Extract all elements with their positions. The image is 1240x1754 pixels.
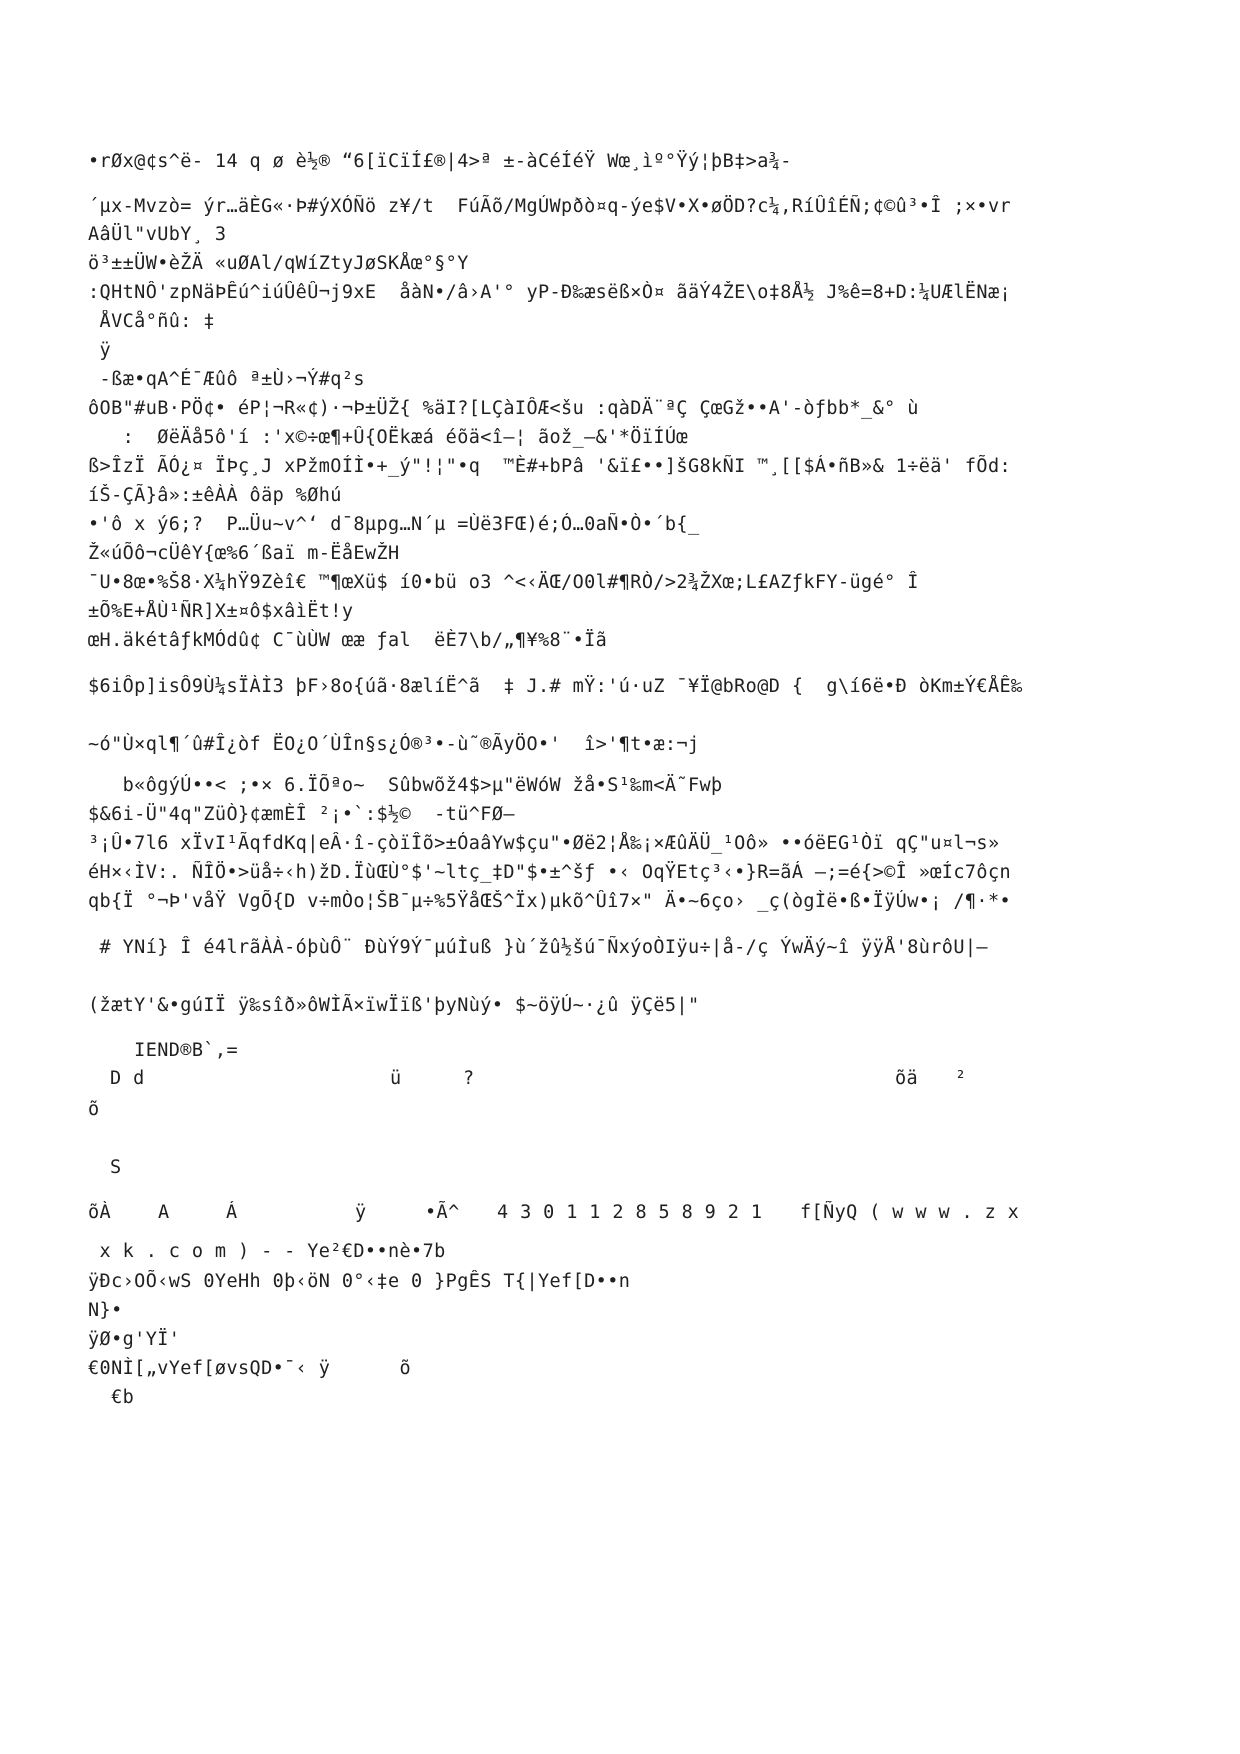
text-line-33: €b xyxy=(88,1387,135,1408)
text-line-15: ¯U•8œ•%Š8·X¼hŸ9Zèî€ ™¶œXü$ í0•bü o3 ^<‹ÄŒ/O0l#¶RÒ/>2¾ŽXœ;L£AZƒkFY-ügé° Î xyxy=(88,572,919,593)
text-line-23: éH×‹ÌV:. ÑÎÖ•>üå÷‹h)žD.ÏùŒÙ°$'~ltç_‡D"$•±^šƒ •‹ OqŸEtç³‹•}R=ãÁ —;=é{>©Î »œÍc7ôçn xyxy=(88,862,1012,883)
text-line-3: AâÜl"vUbY¸ 3 xyxy=(88,224,227,245)
text-line-17: œH.äkétâƒkMÓdû¢ C¯ùÙW œæ ƒal ëÈ7\b/„¶¥%8¨•Ïã xyxy=(88,630,608,651)
text-line-4: ö³±±ÜW•èŽÄ «uØAl/qWíZtyJøSKÅœ°§°Y xyxy=(88,253,469,274)
text-line-22: ³¡Û•7l6 xÏvI¹ÃqfdKq|eÂ·î-çòïÎõ>±ÓaâYw$çu"•Øë2¦Å‰¡×ÆûÄÜ_¹Oô» ••óëEG¹Òï qÇ"u¤l¬s» xyxy=(88,833,1000,854)
text-line-12: íŠ-ÇÃ}â»:±êÀÀ ôäp %Øhú xyxy=(88,485,342,506)
text-line-21: $&6i-Ü"4q"ZüÒ}¢æmÈÎ ²¡•`:$½© -tü^FØ— xyxy=(88,804,515,825)
text-line-24: qb{Ï °¬Þ'våŸ VgÕ{D v÷mÒo¦ŠB¯µ÷%5ŸåŒŠ^Ïx)µkõ^Ûî7×" Ä•~6ço› _ç(ògÌë•ß•ÏÿÚw•¡ /¶·*• xyxy=(88,891,1012,912)
text-line-5: :QHtNÔ'zpNäÞÊú^iúÛêÛ¬j9xE åàN•/â›A'° yP-Ð‰æsëß×Ò¤ ãäÝ4ŽE\o‡8Å½ J%ê=8+D:¼UÆlËNæ¡ xyxy=(88,282,1012,303)
fragment-sup2: ² xyxy=(955,1068,967,1089)
fragment-oa: õä xyxy=(895,1068,919,1089)
fragment-bullet: •Ã^ xyxy=(425,1202,460,1223)
text-line-7: ÿ xyxy=(88,340,112,361)
text-line-31: ÿØ•g'YÏ' xyxy=(88,1329,181,1350)
text-line-29: ÿÐc›OÕ‹wS 0YeHh 0þ‹öN 0°‹‡e 0 }PgÊS T{|Yef[D••n xyxy=(88,1271,631,1292)
text-line-2: ´µx-Mvzò= ýr…äÈG«·Þ#ýXÓÑö z¥/t FúÃõ/MgÚWpðò¤q-ýe$V•X•øÖD?c¼,RíÛîÉÑ;¢©û³•Î ;×•vr xyxy=(88,196,1012,217)
fragment-a: A xyxy=(158,1202,170,1223)
text-line-19: ~ó"Ù×ql¶´û#Î¿òf ËO¿O´ÙÎn§s¿Ó®³•-ù˜®ÃyÖO•' î>'¶t•æ:¬j xyxy=(88,734,700,755)
fragment-url-start: f[ÑyQ ( w w w . z x xyxy=(800,1202,1020,1223)
text-line-10: : ØëÄå5ô'í :'x©÷œ¶+Û{OËkæá éõä<î—¦ ãož_—&'*ÖïÍÚœ xyxy=(88,427,688,448)
fragment-oa2: õÀ xyxy=(88,1202,112,1223)
fragment-y: ÿ xyxy=(355,1202,367,1223)
text-line-18: $6iÔp]isÔ9Ù¼sÏÀÌ3 þF›8o{úã·8ælíË^ã ‡ J.# mŸ:'ú·uZ ¯¥Ï@bRo@D { g\í6ë•Ð òKm±Ý€ÅÊ‰ xyxy=(88,676,1023,697)
text-line-26: (žætY'&•gúIÏ ÿ‰sîð»ôWÌÃ×ïwÏïß'þyNùý• $~öÿÚ~·¿û ÿÇë5|" xyxy=(88,995,700,1016)
text-line-32: €0NÌ[„vYef[øvsQD•¯‹ ÿ õ xyxy=(88,1358,412,1379)
text-line-28: x k . c o m ) - - Ye²€D••nè•7b xyxy=(88,1241,446,1262)
text-line-27: IEND®B`,= xyxy=(88,1040,238,1061)
text-line-30: N}• xyxy=(88,1300,123,1321)
text-line-11: ß>ÎzÏ ÃÓ¿¤ ÏÞç¸J xPžmOÍÌ•+_ý"!¦"•q ™È#+bPâ '&ï£••]šG8kÑI ™¸[[$Á•ñB»& 1÷ëä' fÕd: xyxy=(88,456,1012,477)
fragment-digits: 4 3 0 1 1 2 8 5 8 9 2 1 xyxy=(497,1202,763,1223)
text-line-16: ±Õ%E+ÅÙ¹ÑR]X±¤ô$xâìËt!y xyxy=(88,601,354,622)
fragment-question: ? xyxy=(463,1068,475,1089)
text-line-9: ôOB"#uB·PÖ¢• éP¦¬R«¢)·¬Þ±ÜŽ{ %äI?[LÇàIÔÆ<šu :qàDÄ¨ªÇ ÇœGž••A'-òƒbb*_&° ù xyxy=(88,398,919,419)
fragment-a-acute: Á xyxy=(226,1202,238,1223)
fragment-o: õ xyxy=(88,1099,100,1120)
text-line-6: ÅVCå°ñû: ‡ xyxy=(88,311,215,332)
text-line-13: •'ô x ý6;? P…Üu~v^‘ d¯8µpg…N´µ =Ùë3FŒ)é;Ó…0aÑ•Ò•´b{_ xyxy=(88,514,700,535)
text-line-14: Ž«úÕô¬cÜêY{œ%6´ßaï m-ËåEwŽH xyxy=(88,543,400,564)
text-line-8: -ßæ•qA^É¯Æûô ª±Ù›¬Ý#q²s xyxy=(88,369,365,390)
fragment-d: D d xyxy=(110,1068,145,1089)
fragment-s: S xyxy=(110,1157,122,1178)
text-line-25: # YNí} Î é4lrãÀÀ-óþùÔ¨ ÐùÝ9Ý¯µúÌuß }ù´žû½šú¯ÑxýoÒIÿu÷|å-/ç ÝwÄý~î ÿÿÅ'8ùrôU|— xyxy=(88,937,988,958)
text-line-20: b«ôgýÚ••< ;•× 6.ÏÕªo~ Sûbwõž4$>µ"ëWóW žå•S¹‰m<Ä˜Fwþ xyxy=(88,775,723,796)
text-line-1: •rØx@¢s^ë- 14 q ø è½® “6[ïCïÍ£®|4>ª ±-àCéÍéŸ Wœ¸ìº°Ÿý¦þB‡>a¾- xyxy=(88,151,792,172)
fragment-u: ü xyxy=(390,1068,402,1089)
